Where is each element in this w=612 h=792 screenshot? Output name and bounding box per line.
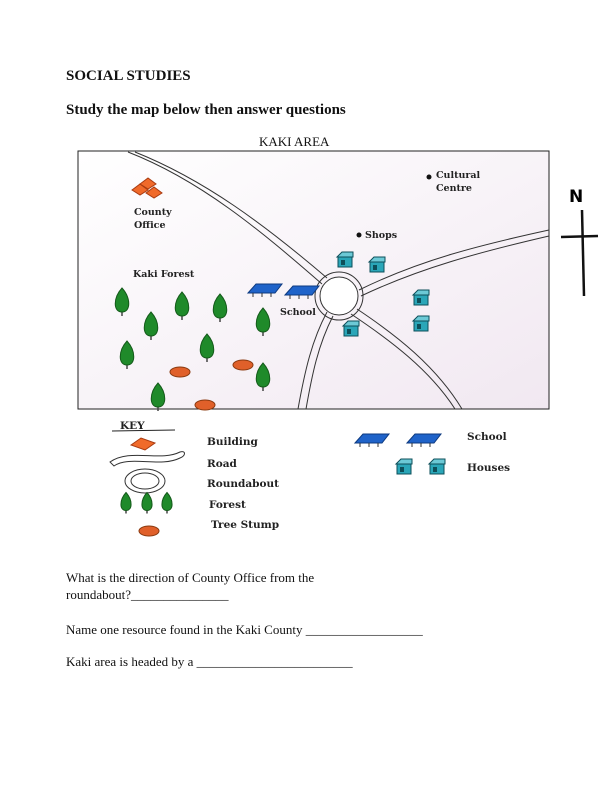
- roundabout-inner: [320, 277, 358, 315]
- school-icon: [407, 434, 441, 447]
- map-title: KAKI AREA: [259, 134, 330, 149]
- key-houses-label: Houses: [467, 462, 511, 474]
- county-office-label: County: [134, 207, 172, 218]
- key-tree-stump-label: Tree Stump: [211, 519, 280, 531]
- key-road-label: Road: [207, 458, 237, 470]
- tree-stump-icon: [139, 526, 159, 536]
- compass-n-label: N: [569, 187, 584, 207]
- cultural-centre-label-2: Centre: [436, 183, 472, 194]
- county-office-label-2: Office: [134, 220, 166, 231]
- house-icon: [413, 316, 429, 331]
- house-icon: [343, 321, 359, 336]
- house-icon: [337, 252, 353, 267]
- school-label: School: [280, 307, 316, 318]
- cultural-centre-dot: [427, 175, 432, 180]
- house-icon: [396, 459, 412, 474]
- house-icon: [429, 459, 445, 474]
- question-1: [66, 569, 314, 603]
- key-building-icon: [131, 438, 155, 450]
- key-roundabout-label: Roundabout: [207, 478, 279, 490]
- cultural-centre-label: Cultural: [436, 170, 481, 181]
- key-road-icon: [110, 452, 185, 466]
- instruction: Study the map below then answer questions: [66, 102, 346, 118]
- tree-icon: [121, 493, 131, 514]
- key-building-label: Building: [207, 436, 258, 448]
- key-title: KEY: [120, 420, 145, 432]
- house-icon: [413, 290, 429, 305]
- key-forest-label: Forest: [209, 499, 246, 511]
- shops-label: Shops: [365, 230, 398, 241]
- house-icon: [369, 257, 385, 272]
- shops-dot: [357, 233, 362, 238]
- question-3[interactable]: Kaki area is headed by a ________________________: [66, 654, 353, 669]
- tree-icon: [142, 493, 152, 514]
- subject-heading: SOCIAL STUDIES: [66, 68, 191, 84]
- tree-stump-icon: [195, 400, 215, 410]
- compass-arrow-icon: [561, 210, 598, 296]
- tree-stump-icon: [233, 360, 253, 370]
- question-1-line-1: What is the direction of County Office from the: [66, 570, 315, 585]
- question-1-line-2[interactable]: roundabout?_______________: [66, 587, 229, 602]
- tree-icon: [162, 493, 172, 514]
- question-2[interactable]: Name one resource found in the Kaki County __________________: [66, 622, 423, 637]
- tree-stump-icon: [170, 367, 190, 377]
- key-school-label: School: [467, 431, 507, 443]
- school-icon: [355, 434, 389, 447]
- kaki-forest-label: Kaki Forest: [133, 269, 195, 280]
